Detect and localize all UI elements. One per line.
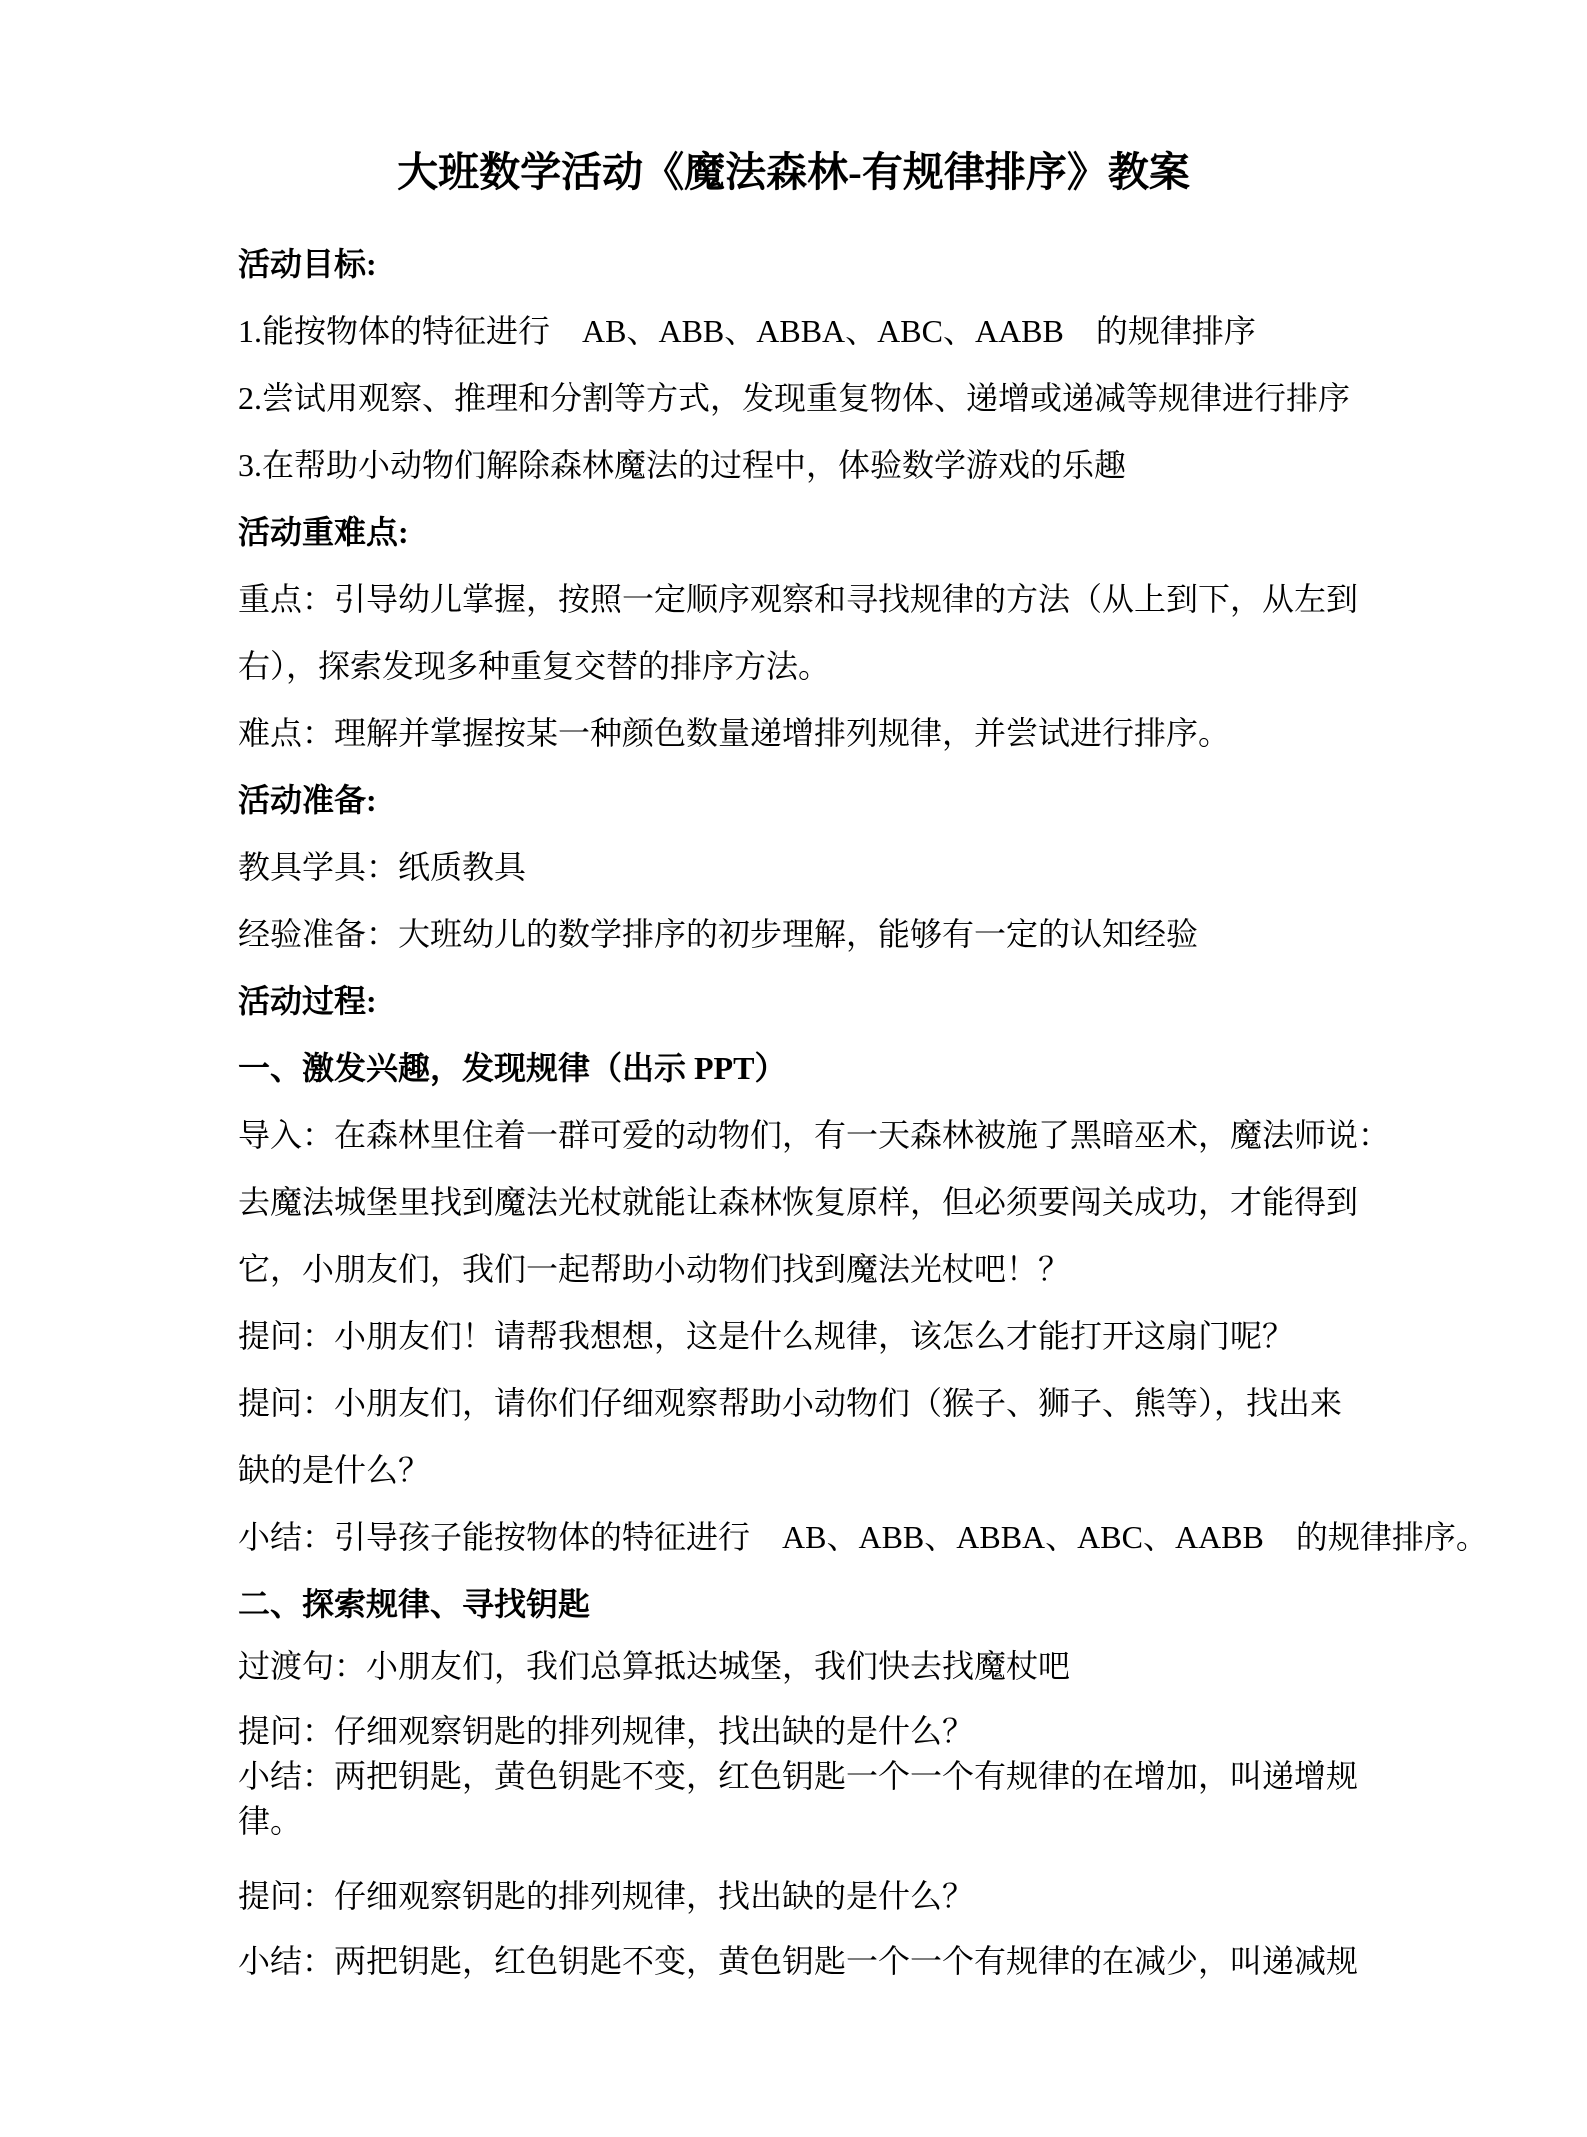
key-summary-decrease-line: 小结：两把钥匙，红色钥匙不变，黄色钥匙一个一个有规律的在减少，叫递减规 bbox=[238, 1943, 1359, 1979]
section-1-heading: 一、激发兴趣，发现规律（出示 PPT） bbox=[238, 1050, 787, 1086]
goal-item-3: 3.在帮助小动物们解除森林魔法的过程中，体验数学游戏的乐趣 bbox=[238, 447, 1127, 483]
intro-line-3: 它，小朋友们，我们一起帮助小动物们找到魔法光杖吧！？ bbox=[238, 1251, 1071, 1287]
difficult-point-line: 难点：理解并掌握按某一种颜色数量递增排列规律，并尝试进行排序。 bbox=[238, 715, 1231, 751]
key-summary-increase-line-2: 律。 bbox=[238, 1803, 303, 1839]
key-question-2: 提问：仔细观察钥匙的排列规律，找出缺的是什么？ bbox=[238, 1878, 975, 1914]
heading-activity-process: 活动过程: bbox=[238, 983, 377, 1019]
goal-item-2: 2.尝试用观察、推理和分割等方式，发现重复物体、递增或递减等规律进行排序 bbox=[238, 380, 1351, 416]
key-question-1: 提问：仔细观察钥匙的排列规律，找出缺的是什么？ bbox=[238, 1713, 975, 1749]
page-title: 大班数学活动《魔法森林-有规律排序》教案 bbox=[397, 149, 1190, 195]
heading-activity-goals: 活动目标: bbox=[238, 246, 377, 282]
prep-experience-line: 经验准备：大班幼儿的数学排序的初步理解，能够有一定的认知经验 bbox=[238, 916, 1199, 952]
key-summary-increase-line-1: 小结：两把钥匙，黄色钥匙不变，红色钥匙一个一个有规律的在增加，叫递增规 bbox=[238, 1758, 1359, 1794]
intro-line-2: 去魔法城堡里找到魔法光杖就能让森林恢复原样，但必须要闯关成功，才能得到 bbox=[238, 1184, 1359, 1220]
prep-materials-line: 教具学具：纸质教具 bbox=[238, 849, 527, 885]
question-line-2-cont: 缺的是什么？ bbox=[238, 1452, 431, 1488]
question-line-1: 提问：小朋友们！请帮我想想，这是什么规律，该怎么才能打开这扇门呢？ bbox=[238, 1318, 1295, 1354]
transition-line: 过渡句：小朋友们，我们总算抵达城堡，我们快去找魔杖吧 bbox=[238, 1648, 1071, 1684]
key-point-line-2: 右），探索发现多种重复交替的排序方法。 bbox=[238, 648, 831, 684]
heading-activity-prep: 活动准备: bbox=[238, 782, 377, 818]
goal-item-1: 1.能按物体的特征进行 AB、ABB、ABBA、ABC、AABB 的规律排序 bbox=[238, 313, 1256, 349]
question-line-2: 提问：小朋友们，请你们仔细观察帮助小动物们（猴子、狮子、熊等），找出来 bbox=[238, 1385, 1343, 1421]
intro-line-1: 导入：在森林里住着一群可爱的动物们，有一天森林被施了黑暗巫术，魔法师说： bbox=[238, 1117, 1391, 1153]
key-point-line-1: 重点：引导幼儿掌握，按照一定顺序观察和寻找规律的方法（从上到下，从左到 bbox=[238, 581, 1359, 617]
heading-key-points: 活动重难点: bbox=[238, 514, 409, 550]
section-2-heading: 二、探索规律、寻找钥匙 bbox=[238, 1586, 591, 1622]
summary-line-1: 小结：引导孩子能按物体的特征进行 AB、ABB、ABBA、ABC、AABB 的规律排序。 bbox=[238, 1519, 1488, 1555]
